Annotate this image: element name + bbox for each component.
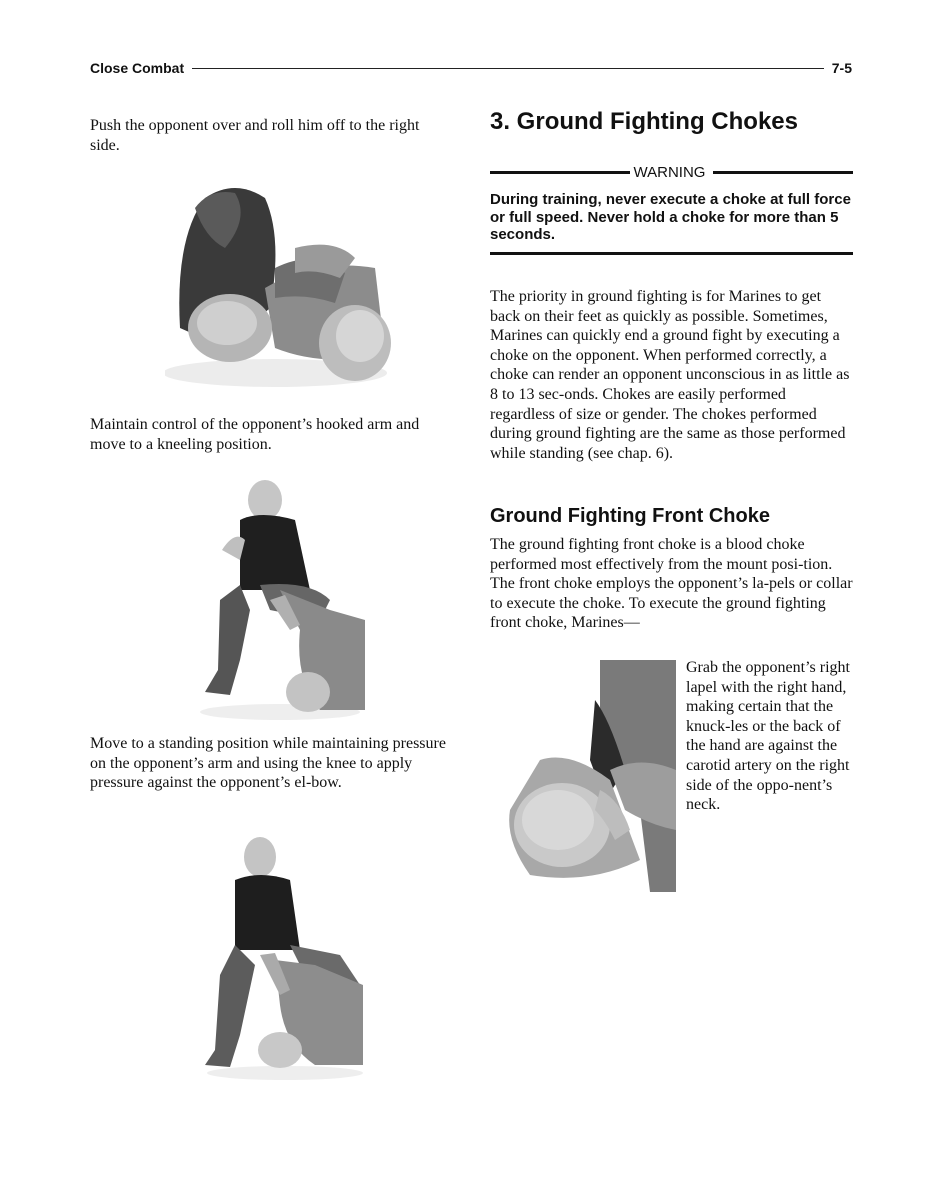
running-header	[90, 58, 852, 78]
section-title: 3. Ground Fighting Chokes	[490, 108, 798, 135]
warning-bottom-rule	[490, 252, 853, 255]
photo-roll-opponent-illustration	[165, 178, 393, 388]
subsection-paragraph: The ground fighting front choke is a blood choke performed most effectively from the mount posi-tion. The front choke employs the opponent’s la-pels or collar to execute the choke. To execute the ground fighting front choke, Marines—	[490, 536, 853, 632]
step-paragraph-stand: Move to a standing position while maintaining pressure on the opponent’s arm and using the knee to apply pressure against the opponent’s el-bow.	[90, 735, 446, 792]
photo-front-choke	[500, 660, 676, 892]
header-rule	[192, 68, 824, 69]
warning-text: During training, never execute a choke at full force or full speed. Never hold a choke for more than 5 seconds.	[490, 191, 851, 243]
warning-label: WARNING	[633, 164, 706, 181]
intro-paragraph: The priority in ground fighting is for Marines to get back on their feet as quickly as possible. Sometimes, Marines can quickly end a ground fight by executing a choke on the opponent. When performed correctly, a choke can render an opponent unconscious in as little as 8 to 13 sec-onds. Chokes are easily performed regardless of size or gender. The chokes performed during ground fighting are the same as those performed while standing (see chap. 6).	[490, 288, 850, 462]
step-paragraph-roll: Push the opponent over and roll him off to the right side.	[90, 117, 420, 154]
photo-kneeling-position	[200, 480, 365, 720]
photo-standing-illustration	[205, 835, 363, 1080]
warning-header	[490, 164, 853, 181]
header-title: Close Combat	[90, 60, 185, 76]
warning-rule-left	[490, 171, 630, 174]
photo-front-choke-illustration	[500, 660, 676, 892]
photo-roll-opponent	[165, 178, 393, 388]
photo-kneeling-illustration	[200, 480, 365, 720]
subsection-title: Ground Fighting Front Choke	[490, 505, 770, 527]
choke-step-text: Grab the opponent’s right lapel with the right hand, making certain that the knuck-les or the back of the hand are against the carotid artery on the right side of the oppo-nent’s neck.	[686, 659, 850, 814]
warning-rule-right	[713, 171, 853, 174]
step-paragraph-kneel: Maintain control of the opponent’s hooked arm and move to a kneeling position.	[90, 416, 420, 453]
photo-standing-position	[205, 835, 363, 1080]
page-number: 7-5	[831, 60, 852, 76]
